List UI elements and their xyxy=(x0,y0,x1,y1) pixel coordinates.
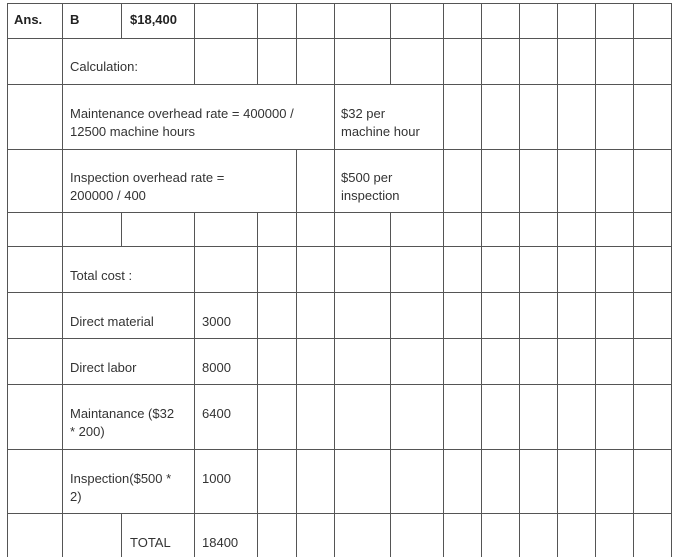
inspection-result: $500 per inspection xyxy=(341,170,400,203)
cost-item-label: Inspection($500 * 2) xyxy=(70,471,172,504)
cost-item-label: Direct material xyxy=(70,314,154,329)
maintenance-formula: Maintenance overhead rate = 400000 / 12500 machine hours xyxy=(70,106,294,139)
total-cost-heading: Total cost : xyxy=(70,268,133,283)
inspection-formula: Inspection overhead rate = 200000 / 400 xyxy=(70,170,225,203)
cost-item-label: Maintanance ($32 * 200) xyxy=(70,406,175,439)
maintenance-result: $32 per machine hour xyxy=(341,106,420,139)
answer-amount: $18,400 xyxy=(130,12,177,27)
cost-item-value: 8000 xyxy=(202,360,231,375)
cost-item-value: 6400 xyxy=(202,406,231,421)
total-value: 18400 xyxy=(202,535,239,550)
cost-item-value: 1000 xyxy=(202,471,231,486)
cost-item-value: 3000 xyxy=(202,314,231,329)
total-label: TOTAL xyxy=(130,535,171,550)
ans-label: Ans. xyxy=(14,12,43,27)
answer-choice: B xyxy=(70,12,80,27)
cost-item-label: Direct labor xyxy=(70,360,137,375)
calculation-heading: Calculation: xyxy=(70,59,138,74)
